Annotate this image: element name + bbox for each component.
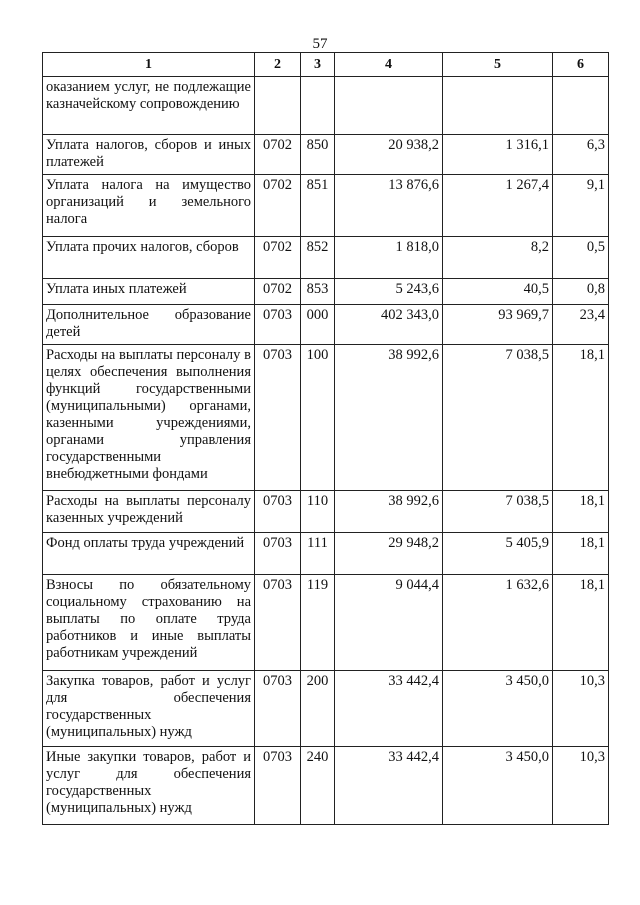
row-section-code: 0703 — [255, 345, 301, 491]
row-name: Уплата иных платежей — [43, 279, 255, 305]
table-row — [43, 533, 609, 575]
row-plan: 1 818,0 — [335, 237, 443, 279]
row-percent: 0,5 — [553, 237, 609, 279]
table-row — [43, 747, 609, 825]
row-type-code: 853 — [301, 279, 335, 305]
row-actual: 1 316,1 — [443, 135, 553, 175]
table-row — [43, 345, 609, 491]
row-actual: 40,5 — [443, 279, 553, 305]
row-type-code: 852 — [301, 237, 335, 279]
table-row — [43, 279, 609, 305]
header-col-2: 2 — [255, 53, 301, 77]
row-plan: 29 948,2 — [335, 533, 443, 575]
row-percent: 6,3 — [553, 135, 609, 175]
row-type-code: 100 — [301, 345, 335, 491]
row-plan — [335, 77, 443, 135]
header-row — [43, 53, 609, 77]
row-percent: 10,3 — [553, 671, 609, 747]
row-section-code: 0702 — [255, 279, 301, 305]
row-type-code: 240 — [301, 747, 335, 825]
row-actual: 3 450,0 — [443, 747, 553, 825]
row-percent: 10,3 — [553, 747, 609, 825]
row-actual: 1 267,4 — [443, 175, 553, 237]
row-plan: 5 243,6 — [335, 279, 443, 305]
row-section-code: 0703 — [255, 747, 301, 825]
row-name: Уплата прочих налогов, сборов — [43, 237, 255, 279]
row-name: Расходы на выплаты персоналу казенных учреждений — [43, 491, 255, 533]
row-name: Иные закупки товаров, работ и услуг для обеспечения государственных (муниципальных) нужд — [43, 747, 255, 825]
row-name: Уплата налога на имущество организаций и земельного налога — [43, 175, 255, 237]
row-percent: 23,4 — [553, 305, 609, 345]
row-type-code: 000 — [301, 305, 335, 345]
row-section-code: 0703 — [255, 491, 301, 533]
row-name: Уплата налогов, сборов и иных платежей — [43, 135, 255, 175]
row-section-code: 0702 — [255, 135, 301, 175]
row-section-code: 0703 — [255, 671, 301, 747]
row-actual: 1 632,6 — [443, 575, 553, 671]
row-percent: 0,8 — [553, 279, 609, 305]
header-col-1: 1 — [43, 53, 255, 77]
row-percent: 18,1 — [553, 533, 609, 575]
row-plan: 9 044,4 — [335, 575, 443, 671]
header-col-6: 6 — [553, 53, 609, 77]
table-row — [43, 305, 609, 345]
row-name: Закупка товаров, работ и услуг для обеспечения государственных (муниципальных) нужд — [43, 671, 255, 747]
row-type-code: 200 — [301, 671, 335, 747]
budget-table — [42, 52, 609, 825]
row-plan: 38 992,6 — [335, 491, 443, 533]
table-row — [43, 175, 609, 237]
table-row — [43, 491, 609, 533]
header-col-5: 5 — [443, 53, 553, 77]
row-percent: 18,1 — [553, 575, 609, 671]
row-section-code: 0703 — [255, 575, 301, 671]
row-plan: 402 343,0 — [335, 305, 443, 345]
row-percent: 18,1 — [553, 491, 609, 533]
row-plan: 38 992,6 — [335, 345, 443, 491]
header-col-4: 4 — [335, 53, 443, 77]
row-name: Фонд оплаты труда учреждений — [43, 533, 255, 575]
row-name: Дополнительное образование детей — [43, 305, 255, 345]
row-type-code: 110 — [301, 491, 335, 533]
row-percent — [553, 77, 609, 135]
row-actual: 3 450,0 — [443, 671, 553, 747]
row-section-code: 0703 — [255, 533, 301, 575]
row-type-code: 119 — [301, 575, 335, 671]
row-percent: 18,1 — [553, 345, 609, 491]
table-row — [43, 77, 609, 135]
row-type-code: 111 — [301, 533, 335, 575]
row-plan: 33 442,4 — [335, 671, 443, 747]
row-actual: 93 969,7 — [443, 305, 553, 345]
table-row — [43, 575, 609, 671]
row-actual: 5 405,9 — [443, 533, 553, 575]
page-number: 57 — [312, 36, 328, 52]
row-plan: 33 442,4 — [335, 747, 443, 825]
row-percent: 9,1 — [553, 175, 609, 237]
row-name: Взносы по обязательному социальному страхованию на выплаты по оплате труда работников и иные выплаты работникам учреждений — [43, 575, 255, 671]
row-name: оказанием услуг, не подлежащие казначейскому сопровождению — [43, 77, 255, 135]
row-section-code: 0702 — [255, 175, 301, 237]
header-col-3: 3 — [301, 53, 335, 77]
table-row — [43, 135, 609, 175]
table-row — [43, 671, 609, 747]
row-type-code — [301, 77, 335, 135]
row-section-code: 0702 — [255, 237, 301, 279]
row-actual — [443, 77, 553, 135]
table-row — [43, 237, 609, 279]
row-section-code — [255, 77, 301, 135]
row-type-code: 850 — [301, 135, 335, 175]
row-plan: 13 876,6 — [335, 175, 443, 237]
row-type-code: 851 — [301, 175, 335, 237]
row-actual: 7 038,5 — [443, 345, 553, 491]
row-actual: 8,2 — [443, 237, 553, 279]
row-name: Расходы на выплаты персоналу в целях обеспечения выполнения функций государственными (муниципальными) органами, казенными учреждениями, органами управления государственными внебюджетными фондами — [43, 345, 255, 491]
row-plan: 20 938,2 — [335, 135, 443, 175]
row-section-code: 0703 — [255, 305, 301, 345]
row-actual: 7 038,5 — [443, 491, 553, 533]
